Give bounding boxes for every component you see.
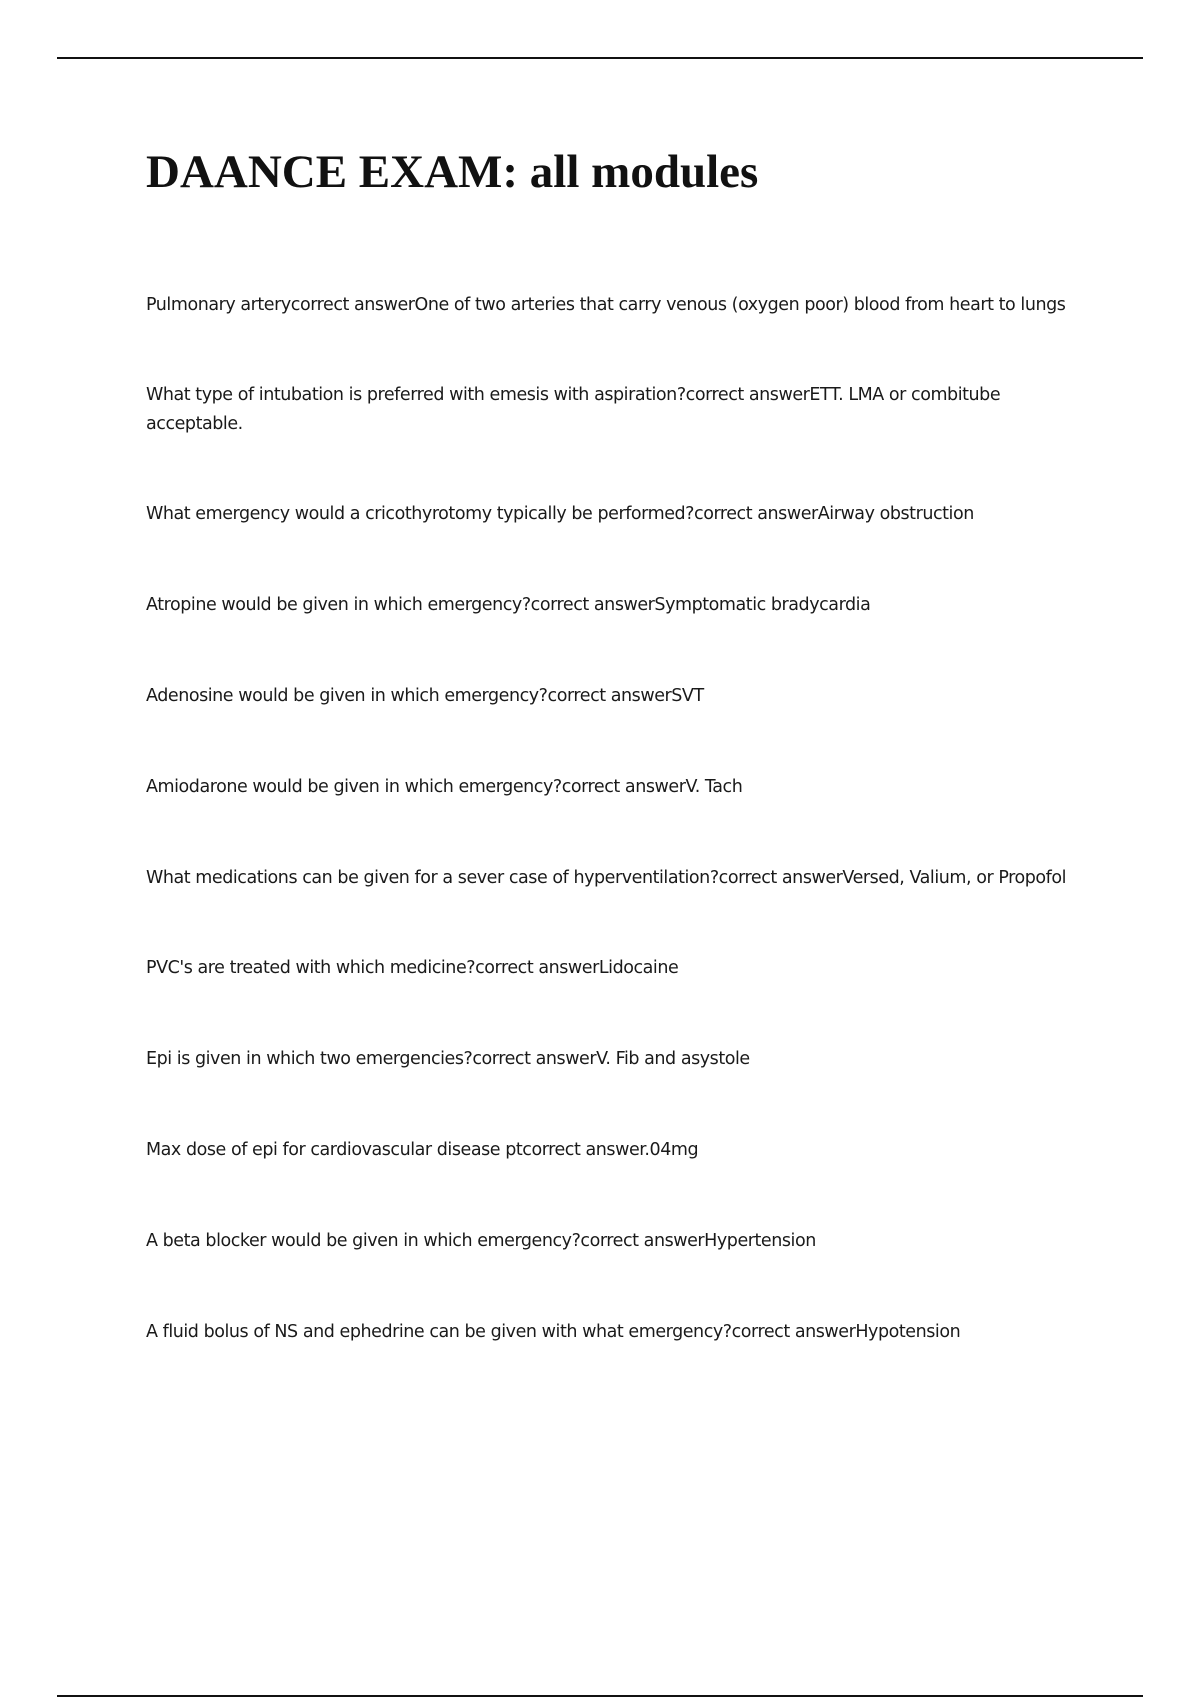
top-rule [57, 57, 1143, 59]
qa-entry-pvc: PVC's are treated with which medicine?correct answerLidocaine [146, 958, 679, 978]
qa-entry-pulmonary-artery: Pulmonary arterycorrect answerOne of two arteries that carry venous (oxygen poor) blood from heart to lungs [146, 295, 1066, 315]
qa-entry-fluid-bolus: A fluid bolus of NS and ephedrine can be given with what emergency?correct answerHypotension [146, 1322, 961, 1342]
qa-entry-atropine: Atropine would be given in which emergency?correct answerSymptomatic bradycardia [146, 595, 871, 615]
qa-entry-cricothyrotomy: What emergency would a cricothyrotomy typically be performed?correct answerAirway obstruction [146, 504, 974, 524]
qa-entry-epi-max-dose: Max dose of epi for cardiovascular disease ptcorrect answer.04mg [146, 1140, 699, 1160]
bottom-rule [57, 1695, 1143, 1697]
qa-entry-intubation: What type of intubation is preferred with emesis with aspiration?correct answerETT. LMA or combitube acceptable. [146, 385, 1001, 434]
qa-entry-epi-emergencies: Epi is given in which two emergencies?correct answerV. Fib and asystole [146, 1049, 750, 1069]
qa-list [146, 291, 1090, 1409]
qa-entry-beta-blocker: A beta blocker would be given in which emergency?correct answerHypertension [146, 1231, 816, 1251]
qa-entry-adenosine: Adenosine would be given in which emergency?correct answerSVT [146, 686, 704, 706]
qa-entry-hyperventilation: What medications can be given for a sever case of hyperventilation?correct answerVersed, Valium, or Propofol [146, 868, 1067, 888]
qa-entry-amiodarone: Amiodarone would be given in which emergency?correct answerV. Tach [146, 777, 743, 797]
document-title: DAANCE EXAM: all modules [146, 146, 759, 198]
